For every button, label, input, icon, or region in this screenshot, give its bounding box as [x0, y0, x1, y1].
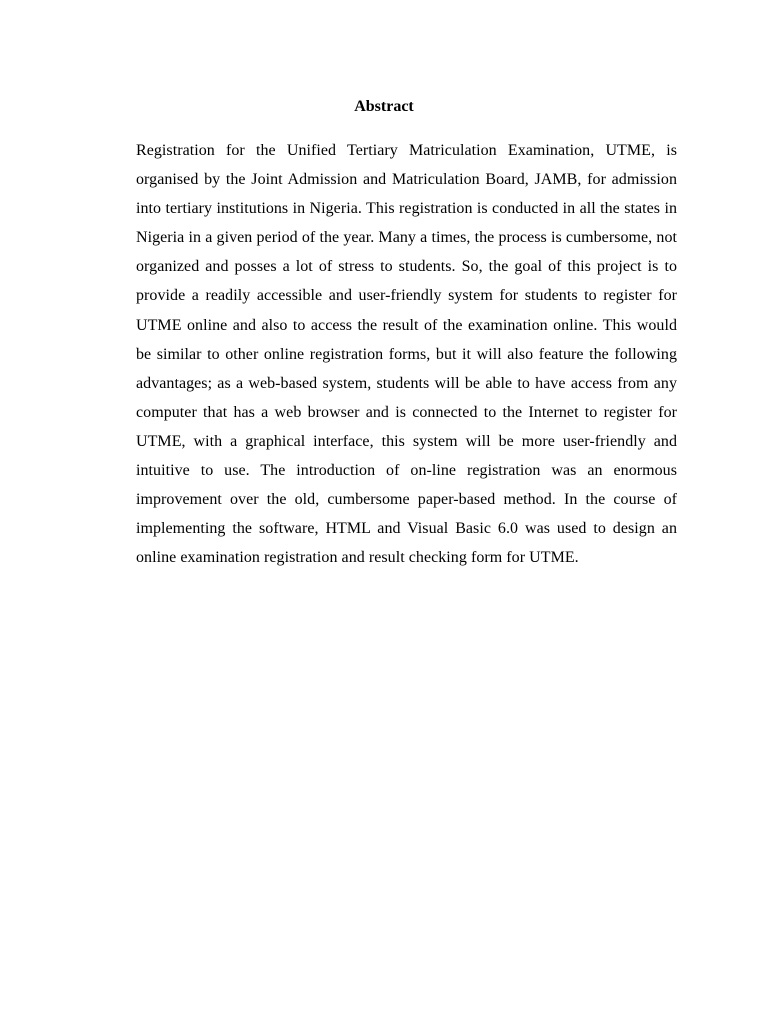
- abstract-paragraph: Registration for the Unified Tertiary Matriculation Examination, UTME, is organised by the Joint Admission and Matriculation Board, JAMB, for admission into tertiary institutions in Nigeria. This registration is conducted in all the states in Nigeria in a given period of the year. Many a times, the process is cumbersome, not organized and posses a lot of stress to students. So, the goal of this project is to provide a readily accessible and user-friendly system for students to register for UTME online and also to access the result of the examination online. This would be similar to other online registration forms, but it will also feature the following advantages; as a web-based system, students will be able to have access from any computer that has a web browser and is connected to the Internet to register for UTME, with a graphical interface, this system will be more user-friendly and intuitive to use. The introduction of on-line registration was an enormous improvement over the old, cumbersome paper-based method. In the course of implementing the software, HTML and Visual Basic 6.0 was used to design an online examination registration and result checking form for UTME.: [136, 142, 677, 567]
- abstract-heading: Abstract: [354, 98, 414, 115]
